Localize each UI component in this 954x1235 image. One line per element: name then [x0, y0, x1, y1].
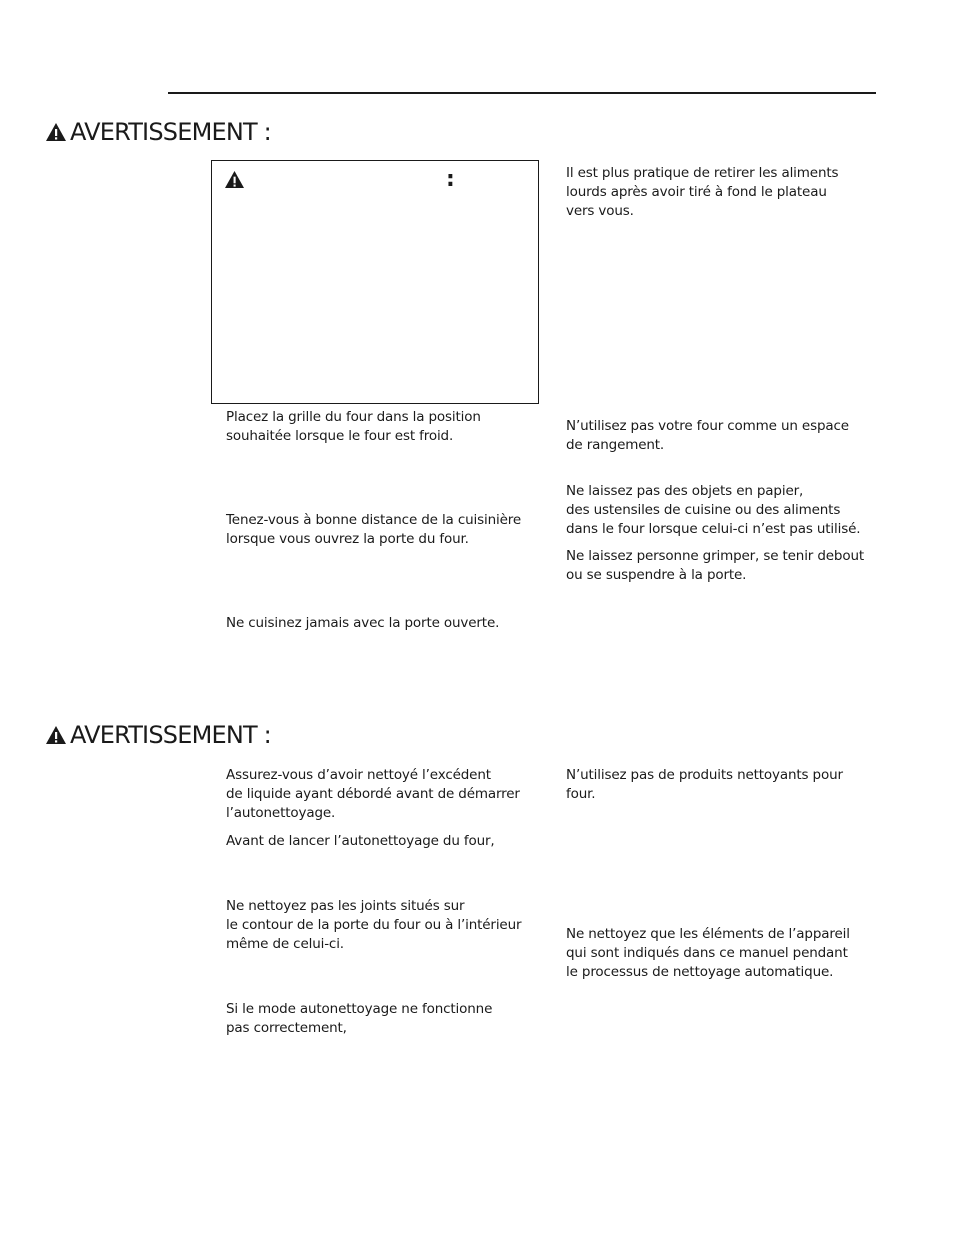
paragraph: Ne cuisinez jamais avec la porte ouverte.	[226, 615, 500, 631]
warning-triangle-icon	[45, 725, 67, 745]
paragraph: N’utilisez pas votre four comme un espace de rangement.	[566, 418, 849, 453]
paragraph: Avant de lancer l’autonettoyage du four,	[226, 833, 495, 849]
paragraph: N’utilisez pas de produits nettoyants pour four.	[566, 767, 843, 802]
paragraph: Assurez-vous d’avoir nettoyé l’excédent de liquide ayant débordé avant de démarrer l’autonettoyage.	[226, 767, 520, 821]
warning-triangle-icon	[45, 122, 67, 142]
paragraph: Ne nettoyez que les éléments de l’appareil qui sont indiqués dans ce manuel pendant le processus de nettoyage automatique.	[566, 926, 850, 980]
warning-heading-2	[45, 721, 271, 749]
box-colon: :	[446, 167, 455, 192]
paragraph: Placez la grille du four dans la position souhaitée lorsque le four est froid.	[226, 409, 481, 444]
paragraph: Il est plus pratique de retirer les aliments lourds après avoir tiré à fond le plateau vers vous.	[566, 165, 839, 219]
warning-heading-text: AVERTISSEMENT :	[70, 118, 271, 146]
paragraph: Si le mode autonettoyage ne fonctionne pas correctement,	[226, 1001, 493, 1036]
warning-box	[211, 160, 539, 404]
paragraph: Ne nettoyez pas les joints situés sur le contour de la porte du four ou à l’intérieur même de celui-ci.	[226, 898, 522, 952]
paragraph: Ne laissez personne grimper, se tenir debout ou se suspendre à la porte.	[566, 548, 865, 583]
paragraph: Ne laissez pas des objets en papier, des ustensiles de cuisine ou des aliments dans le four lorsque celui-ci n’est pas utilisé.	[566, 483, 861, 537]
warning-heading-text: AVERTISSEMENT :	[70, 721, 271, 749]
warning-triangle-icon	[224, 170, 245, 189]
paragraph: Tenez-vous à bonne distance de la cuisinière lorsque vous ouvrez la porte du four.	[226, 512, 522, 547]
header-rule	[168, 92, 876, 94]
warning-heading-1	[45, 118, 271, 146]
